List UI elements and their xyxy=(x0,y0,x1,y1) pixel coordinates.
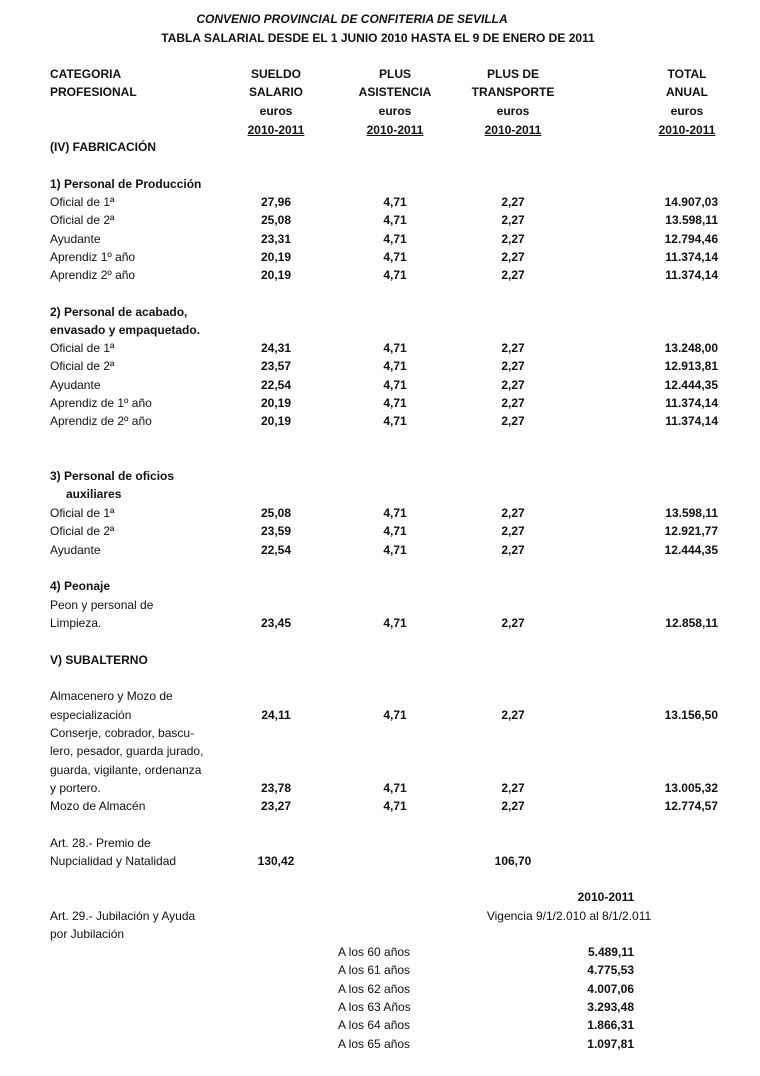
row-label: Conserje, cobrador, bascu- xyxy=(50,726,195,740)
row-label-line2: especialización xyxy=(50,708,132,722)
row-label: Peon y personal de xyxy=(50,598,154,612)
jubilacion-age: A los 61 años xyxy=(338,963,411,977)
row-label-line4: y portero. xyxy=(50,781,101,795)
cell-transporte: 2,27 xyxy=(501,396,525,410)
cell-total: 12.444,35 xyxy=(664,378,718,392)
art29-label: Art. 29.- Jubilación y Ayuda xyxy=(50,909,196,923)
cell-transporte: 2,27 xyxy=(501,781,525,795)
cell-asistencia: 4,71 xyxy=(383,414,407,428)
cell-sueldo: 23,31 xyxy=(260,232,292,246)
cell-sueldo: 23,27 xyxy=(260,799,292,813)
cell-total: 12.444,35 xyxy=(664,543,718,557)
cell-asistencia: 4,71 xyxy=(383,378,407,392)
section-acabado: 2) Personal de acabado, xyxy=(50,305,188,319)
col-header-asistencia: ASISTENCIA xyxy=(358,85,432,99)
cell-total: 11.374,14 xyxy=(665,414,718,428)
cell-asistencia: 4,71 xyxy=(383,506,407,520)
cell-asistencia: 4,71 xyxy=(383,232,407,246)
col-header-total-unit: euros xyxy=(670,104,704,118)
col-header-sueldo-unit: euros xyxy=(259,104,293,118)
row-label-line3: guarda, vigilante, ordenanza xyxy=(50,763,202,777)
jubilacion-age: A los 63 Años xyxy=(338,1000,411,1014)
cell-transporte: 2,27 xyxy=(501,414,525,428)
art28-value-sueldo: 130,42 xyxy=(257,854,295,868)
art28-label-line2: Nupcialidad y Natalidad xyxy=(50,854,177,868)
cell-total: 13.156,50 xyxy=(664,708,718,722)
col-header-total-year: 2010-2011 xyxy=(658,123,716,137)
col-header-sueldo: SUELDO xyxy=(250,67,302,81)
cell-transporte: 2,27 xyxy=(501,250,525,264)
cell-sueldo: 20,19 xyxy=(260,268,292,282)
cell-asistencia: 4,71 xyxy=(383,268,407,282)
jubilacion-age: A los 60 años xyxy=(338,945,411,959)
col-header-total: TOTAL xyxy=(667,67,707,81)
cell-total: 12.774,57 xyxy=(664,799,718,813)
jubilacion-value: 4.007,06 xyxy=(587,982,634,996)
col-header-asistencia-unit: euros xyxy=(378,104,412,118)
cell-asistencia: 4,71 xyxy=(383,708,407,722)
jubilacion-age: A los 64 años xyxy=(338,1018,411,1032)
cell-sueldo: 27,96 xyxy=(260,195,292,209)
row-label: Oficial de 1ª xyxy=(50,341,115,355)
cell-asistencia: 4,71 xyxy=(383,616,407,630)
cell-transporte: 2,27 xyxy=(501,213,525,227)
cell-sueldo: 23,57 xyxy=(260,359,292,373)
art29-vigencia: Vigencia 9/1/2.010 al 8/1/2.011 xyxy=(486,909,652,923)
cell-sueldo: 20,19 xyxy=(260,396,292,410)
cell-sueldo: 25,08 xyxy=(260,506,292,520)
cell-asistencia: 4,71 xyxy=(383,799,407,813)
col-header-categoria: CATEGORIA xyxy=(50,67,122,81)
section-acabado-line2: envasado y empaquetado. xyxy=(50,323,201,337)
cell-sueldo: 23,78 xyxy=(260,781,292,795)
col-header-salario: SALARIO xyxy=(249,85,303,99)
art29-label-line2: por Jubilación xyxy=(50,927,125,941)
row-label: Oficial de 1ª xyxy=(50,195,115,209)
row-label: Aprendiz 1º año xyxy=(50,250,136,264)
section-produccion: 1) Personal de Producción xyxy=(50,177,202,191)
row-label: Almacenero y Mozo de xyxy=(50,689,173,703)
jubilacion-value: 3.293,48 xyxy=(587,1000,634,1014)
art28-label: Art. 28.- Premio de xyxy=(50,836,151,850)
cell-sueldo: 23,45 xyxy=(260,616,292,630)
row-label: Oficial de 2ª xyxy=(50,524,115,538)
row-label: Oficial de 2ª xyxy=(50,359,115,373)
cell-total: 14.907,03 xyxy=(664,195,718,209)
cell-asistencia: 4,71 xyxy=(383,341,407,355)
cell-asistencia: 4,71 xyxy=(383,250,407,264)
cell-sueldo: 22,54 xyxy=(260,543,292,557)
cell-asistencia: 4,71 xyxy=(383,524,407,538)
cell-transporte: 2,27 xyxy=(501,341,525,355)
cell-total: 12.921,77 xyxy=(664,524,718,538)
section-fabricacion: (IV) FABRICACIÓN xyxy=(50,140,156,154)
cell-sueldo: 24,11 xyxy=(261,708,291,722)
row-label-line2: lero, pesador, guarda jurado, xyxy=(50,744,204,758)
cell-transporte: 2,27 xyxy=(501,708,525,722)
row-label: Oficial de 2ª xyxy=(50,213,115,227)
row-label: Aprendiz 2º año xyxy=(50,268,136,282)
col-header-transporte-unit: euros xyxy=(496,104,530,118)
jubilacion-value: 4.775,53 xyxy=(587,963,634,977)
section-subalterno: V) SUBALTERNO xyxy=(50,653,148,667)
cell-sueldo: 25,08 xyxy=(260,213,292,227)
row-label: Oficial de 1ª xyxy=(50,506,115,520)
row-label-line2: Limpieza. xyxy=(50,616,102,630)
cell-total: 12.858,11 xyxy=(665,616,718,630)
cell-total: 12.913,81 xyxy=(664,359,718,373)
cell-transporte: 2,27 xyxy=(501,506,525,520)
jubilacion-value: 5.489,11 xyxy=(587,945,634,959)
document-subtitle: TABLA SALARIAL DESDE EL 1 JUNIO 2010 HASTA EL 9 DE ENERO DE 2011 xyxy=(161,31,595,45)
document-title: CONVENIO PROVINCIAL DE CONFITERIA DE SEVILLA xyxy=(196,12,508,26)
cell-transporte: 2,27 xyxy=(501,195,525,209)
cell-transporte: 2,27 xyxy=(501,616,525,630)
col-header-plus-de: PLUS DE xyxy=(486,67,540,81)
cell-sueldo: 20,19 xyxy=(260,414,292,428)
jubilacion-value: 1.097,81 xyxy=(587,1037,634,1051)
col-header-transporte-year: 2010-2011 xyxy=(484,123,542,137)
cell-transporte: 2,27 xyxy=(501,378,525,392)
cell-transporte: 2,27 xyxy=(501,359,525,373)
cell-total: 11.374,14 xyxy=(665,268,718,282)
row-label: Aprendiz de 1º año xyxy=(50,396,152,410)
cell-asistencia: 4,71 xyxy=(383,213,407,227)
cell-transporte: 2,27 xyxy=(501,799,525,813)
cell-sueldo: 24,31 xyxy=(260,341,292,355)
jubilacion-value: 1.866,31 xyxy=(587,1018,634,1032)
col-header-plus: PLUS xyxy=(378,67,412,81)
cell-asistencia: 4,71 xyxy=(383,359,407,373)
cell-asistencia: 4,71 xyxy=(383,195,407,209)
cell-sueldo: 23,59 xyxy=(260,524,292,538)
cell-transporte: 2,27 xyxy=(501,524,525,538)
cell-total: 11.374,14 xyxy=(665,396,718,410)
section-auxiliares: 3) Personal de oficios xyxy=(50,469,175,483)
row-label: Ayudante xyxy=(50,232,101,246)
col-header-sueldo-year: 2010-2011 xyxy=(247,123,305,137)
cell-total: 13.005,32 xyxy=(664,781,718,795)
row-label: Mozo de Almacén xyxy=(50,799,146,813)
jubilacion-age: A los 65 años xyxy=(338,1037,411,1051)
cell-asistencia: 4,71 xyxy=(383,396,407,410)
row-label: Ayudante xyxy=(50,378,101,392)
col-header-asistencia-year: 2010-2011 xyxy=(366,123,424,137)
cell-transporte: 2,27 xyxy=(501,543,525,557)
row-label: Ayudante xyxy=(50,543,101,557)
art29-year: 2010-2011 xyxy=(577,890,635,904)
cell-transporte: 2,27 xyxy=(501,268,525,282)
cell-sueldo: 22,54 xyxy=(260,378,292,392)
cell-transporte: 2,27 xyxy=(501,232,525,246)
row-label: Aprendiz de 2º año xyxy=(50,414,152,428)
cell-total: 13.598,11 xyxy=(665,506,718,520)
cell-total: 12.794,46 xyxy=(664,232,718,246)
art28-value-transporte: 106,70 xyxy=(494,854,532,868)
cell-asistencia: 4,71 xyxy=(383,543,407,557)
col-header-transporte: TRANSPORTE xyxy=(471,85,555,99)
cell-sueldo: 20,19 xyxy=(260,250,292,264)
cell-asistencia: 4,71 xyxy=(383,781,407,795)
cell-total: 11.374,14 xyxy=(665,250,718,264)
cell-total: 13.598,11 xyxy=(665,213,718,227)
section-peonaje: 4) Peonaje xyxy=(50,579,111,593)
section-auxiliares-line2: auxiliares xyxy=(66,487,122,501)
col-header-anual: ANUAL xyxy=(666,85,708,99)
col-header-profesional: PROFESIONAL xyxy=(50,85,137,99)
cell-total: 13.248,00 xyxy=(664,341,718,355)
jubilacion-age: A los 62 años xyxy=(338,982,411,996)
